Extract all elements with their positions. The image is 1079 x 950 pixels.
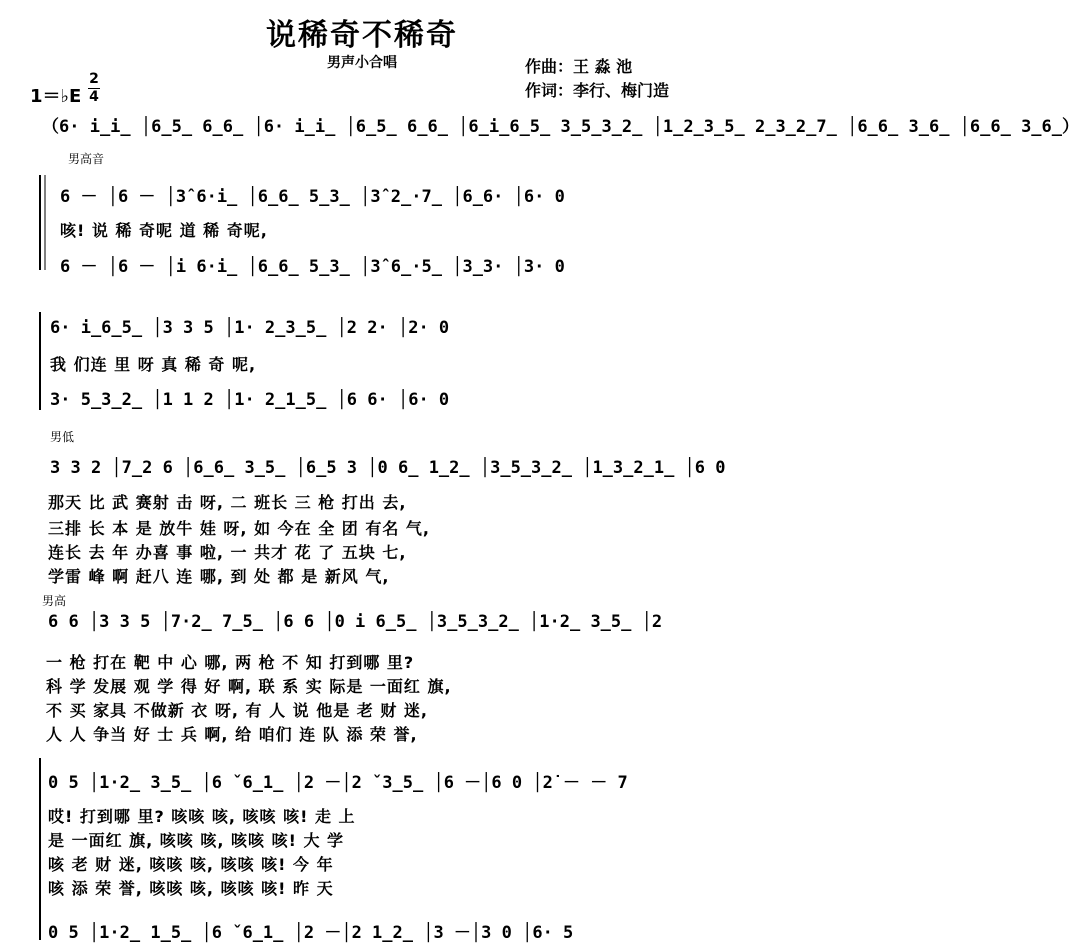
system3-verse4: 学雷 峰 啊 赶八 连 哪, 到 处 都 是 新风 气, [48,567,390,586]
key-signature: 1＝♭E [30,86,82,107]
lyricist-credit: 作词：李行、梅门造 [525,81,670,100]
song-subtitle: 男声小合唱 [327,55,397,71]
system3-verse3: 连长 去 年 办喜 事 啦, 一 共才 花 了 五块 七, [48,543,407,562]
part-label-bass: 男低 [50,430,75,444]
system2-upper-notes: 6· i̲6̲5̲ │3 3 5 │1· 2̲3̲5̲ │2 2· │2· 0 [50,318,450,338]
meter-bottom: 4 [89,89,99,105]
system5-lower-notes: 0 5 │1·2̲ 1̲5̲ │6 ˇ6̲1̲ │2 －│2 1̲2̲ │3 －│3 0 │6· 5 [48,923,574,943]
system3-verse1: 那天 比 武 赛射 击 呀, 二 班长 三 枪 打出 去, [48,493,407,512]
system2-lyrics: 我 们连 里 呀 真 稀 奇 呢, [50,355,257,374]
song-title: 说稀奇不稀奇 [266,18,458,53]
system4-verse2: 科 学 发展 观 学 得 好 啊, 联 系 实 际是 一面红 旗, [46,677,452,696]
system4-notes: 6 6 │3 3 5 │7·2̲ 7̲5̲ │6 6 │0 i 6̲5̲ │3̲5̲3̲2̲ │1·2̲ 3̲5̲ │2 [48,612,663,632]
system1-lower-notes: 6 － │6 － │i 6·i̲ │6̲6̲ 5̲3̲ │3̂ 6̲·5̲ │3̲3· │3· 0 [60,257,565,277]
part-label-tenor-2: 男高 [42,594,67,608]
system5-verse1: 哎! 打到哪 里? 咳咳 咳, 咳咳 咳! 走 上 [48,807,356,826]
system1-upper-notes: 6 － │6 － │3̂ 6·i̲ │6̲6̲ 5̲3̲ │3̂ 2̲·7̲ │6̲6· │6· 0 [60,187,565,207]
system2-lower-notes: 3· 5̲3̲2̲ │1 1 2 │1· 2̲1̲5̲ │6 6· │6· 0 [50,390,450,410]
system3-verse2: 三排 长 本 是 放牛 娃 呀, 如 今在 全 团 有名 气, [48,519,431,538]
composer-credit: 作曲：王 淼 池 [525,57,633,76]
system4-verse4: 人 人 争当 好 士 兵 啊, 给 咱们 连 队 添 荣 誉, [46,725,418,744]
system4-verse1: 一 枪 打在 靶 中 心 哪, 两 枪 不 知 打到哪 里? [46,653,415,672]
intro-notes: （6· i̲i̲ │6̲5̲ 6̲6̲ │6· i̲i̲ │6̲5̲ 6̲6̲ │6̲i̲6̲5̲ 3̲5̲3̲2̲ │1̲2̲3̲5̲ 2̲3̲2̲7̲ │6̲6̲ 3̲6̲ │6̲6̲ 3̲6̲） [42,117,1079,137]
system3-notes: 3 3 2 │7̲2 6 │6̲6̲ 3̲5̲ │6̲5 3 │0 6̲ 1̲2̲ │3̲5̲3̲2̲ │1̲3̲2̲1̲ │6 0 [50,458,726,478]
system1-lyrics: 咳! 说 稀 奇呢 道 稀 奇呢, [60,221,268,240]
system5-verse3: 咳 老 财 迷, 咳咳 咳, 咳咳 咳! 今 年 [48,855,334,874]
system4-verse3: 不 买 家具 不做新 衣 呀, 有 人 说 他是 老 财 迷, [46,701,429,720]
meter-top: 2 [89,71,99,87]
part-label-tenor: 男高音 [68,152,105,166]
system5-verse4: 咳 添 荣 誉, 咳咳 咳, 咳咳 咳! 昨 天 [48,879,334,898]
system5-upper-notes: 0 5 │1·2̲ 3̲5̲ │6 ˇ6̲1̲ │2 －│2 ˇ3̲5̲ │6 －│6 0 │2̇ － － 7 [48,773,628,793]
system5-verse2: 是 一面红 旗, 咳咳 咳, 咳咳 咳! 大 学 [48,831,345,850]
